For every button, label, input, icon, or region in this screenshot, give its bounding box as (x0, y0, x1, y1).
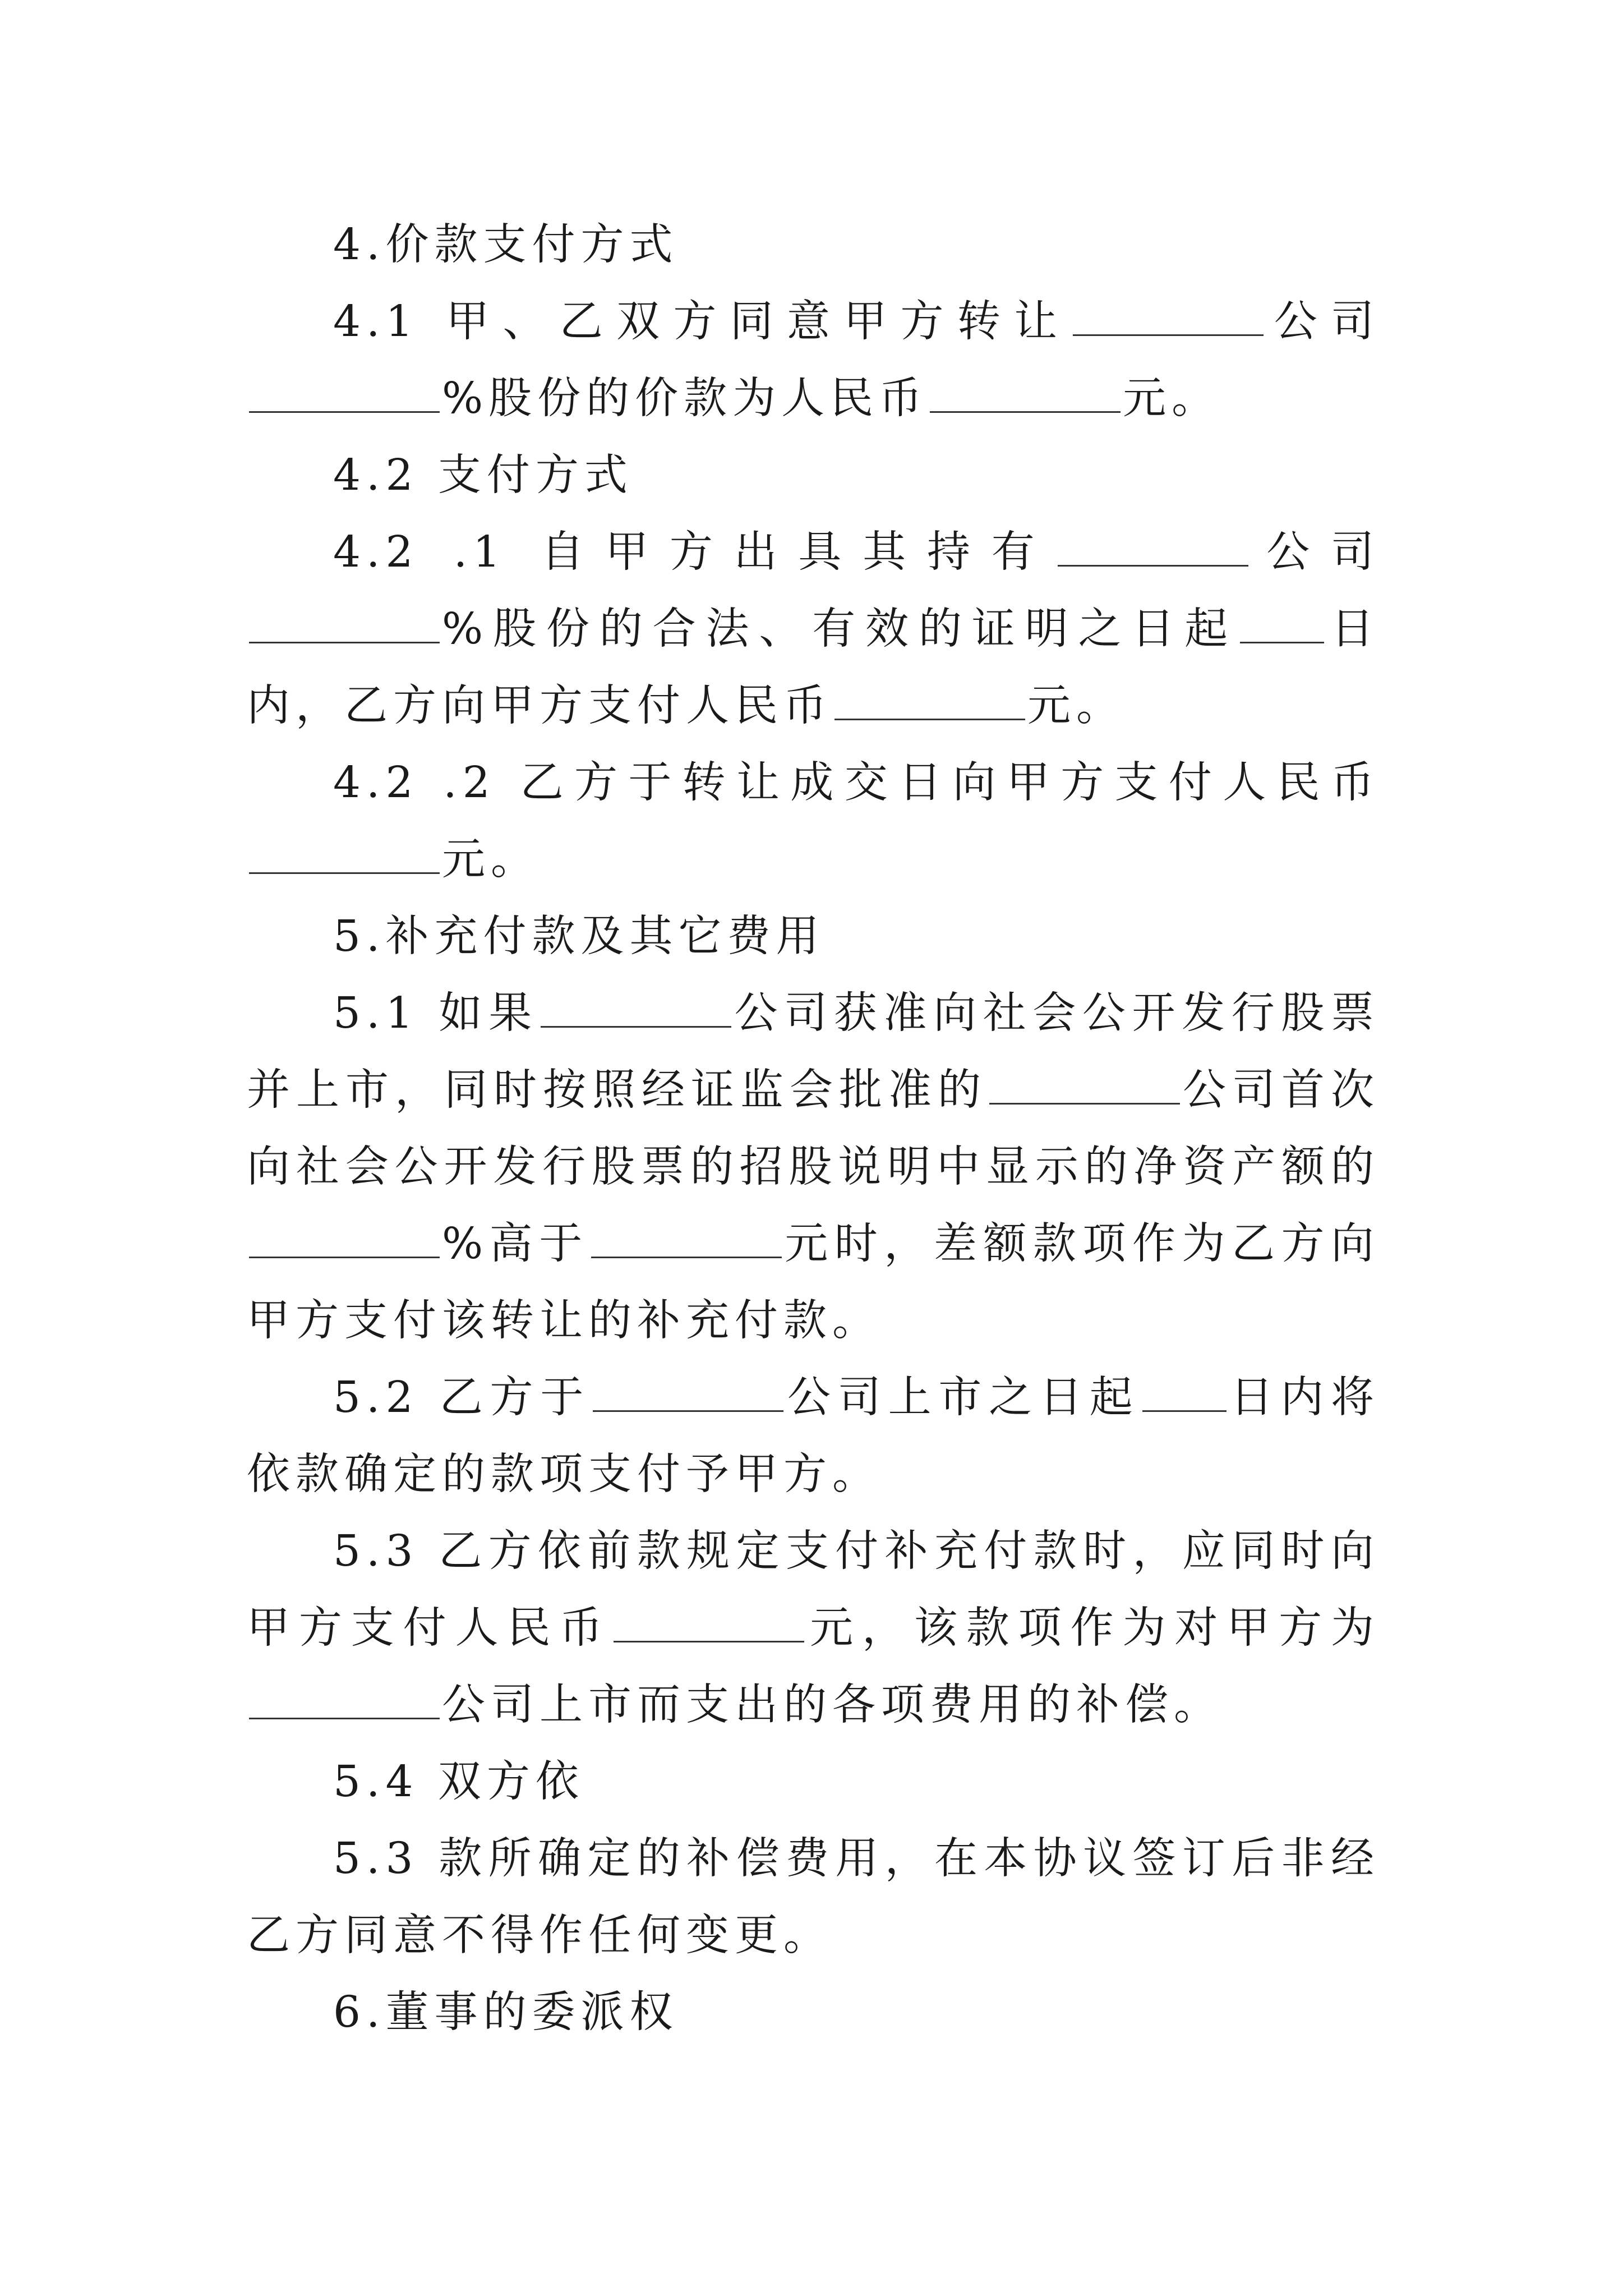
paragraph-p-5-1 (247, 975, 1380, 1359)
paragraph-p-4-2-2 (247, 744, 1380, 898)
paragraph-text: 4.2 .1 自甲方出具其持有 (333, 527, 1056, 577)
paragraph-p-5-3b (247, 1820, 1380, 1974)
paragraph-p-5-3 (247, 1513, 1380, 1743)
paragraph-text: %股份的合法、有效的证明之日起 (442, 604, 1238, 654)
document-body (247, 206, 1380, 2051)
paragraph-text: 6.董事的委派权 (333, 1987, 679, 2037)
paragraph-p-4 (247, 206, 1380, 283)
paragraph-text: 5.4 双方依 (333, 1757, 584, 1807)
fill-in-blank (249, 1218, 440, 1258)
paragraph-text: 公司上市而支出的各项费用的补偿。 (442, 1680, 1223, 1730)
fill-in-blank (249, 1679, 440, 1719)
fill-in-blank (614, 1602, 804, 1642)
paragraph-text: 4.价款支付方式 (333, 220, 679, 270)
fill-in-blank (989, 1064, 1180, 1105)
paragraph-text: 元时，差额款项作为乙方向甲方支付该转让的补充付款。 (247, 1219, 1380, 1346)
fill-in-blank (591, 1218, 782, 1258)
paragraph-text: 公司 (1251, 527, 1380, 577)
paragraph-p-4-2-1 (247, 514, 1380, 744)
fill-in-blank (1058, 526, 1248, 567)
paragraph-text: 日内将依款确定的款项支付予甲方。 (247, 1373, 1380, 1499)
fill-in-blank (541, 987, 731, 1028)
paragraph-text: %股份的价款为人民币 (442, 374, 928, 424)
paragraph-text: 4.2 支付方式 (333, 450, 633, 500)
paragraph-p-5-4 (247, 1743, 1380, 1820)
paragraph-text: 5.3 款所确定的补偿费用，在本协议签订后非经乙方同意不得作任何变更。 (247, 1834, 1380, 1961)
paragraph-text: 4.2 .2 乙方于转让成交日向甲方支付人民币 (333, 758, 1380, 808)
paragraph-text: 4.1 甲、乙双方同意甲方转让 (333, 297, 1071, 347)
paragraph-text: %高于 (442, 1219, 589, 1269)
paragraph-text: 元。 (1123, 374, 1221, 424)
paragraph-text: 5.2 乙方于 (333, 1373, 591, 1423)
fill-in-blank (1142, 1372, 1227, 1412)
paragraph-p-5-2 (247, 1359, 1380, 1513)
paragraph-text: 元，该款项作为对甲方为 (806, 1603, 1380, 1653)
fill-in-blank (1073, 296, 1264, 336)
fill-in-blank (930, 372, 1121, 413)
paragraph-text: 5.3 乙方依前款规定支付补充付款时，应同时向甲方支付人民币 (247, 1526, 1380, 1653)
fill-in-blank (249, 603, 440, 643)
paragraph-text: 元。 (1027, 681, 1125, 731)
fill-in-blank (1240, 603, 1324, 643)
paragraph-p-4-1 (247, 283, 1380, 437)
paragraph-text: 元。 (442, 835, 540, 885)
paragraph-text: 公司 (1266, 297, 1380, 347)
paragraph-text: 5.1 如果 (333, 988, 538, 1038)
paragraph-text: 5.补充付款及其它费用 (333, 912, 825, 961)
paragraph-text: 公司首次向社会公开发行股票的招股说明中显示的净资产额的 (247, 1065, 1380, 1192)
paragraph-p-6 (247, 1974, 1380, 2051)
paragraph-p-5 (247, 898, 1380, 975)
paragraph-text: 公司上市之日起 (786, 1373, 1140, 1423)
fill-in-blank (249, 372, 440, 413)
fill-in-blank (593, 1372, 783, 1412)
paragraph-text: 公司获准向社会公开发行股票并上市，同时按照经证监会批准的 (247, 988, 1380, 1115)
fill-in-blank (249, 834, 440, 874)
paragraph-text: 日内，乙方向甲方支付人民币 (247, 604, 1380, 731)
paragraph-p-4-2 (247, 437, 1380, 514)
fill-in-blank (834, 680, 1025, 720)
